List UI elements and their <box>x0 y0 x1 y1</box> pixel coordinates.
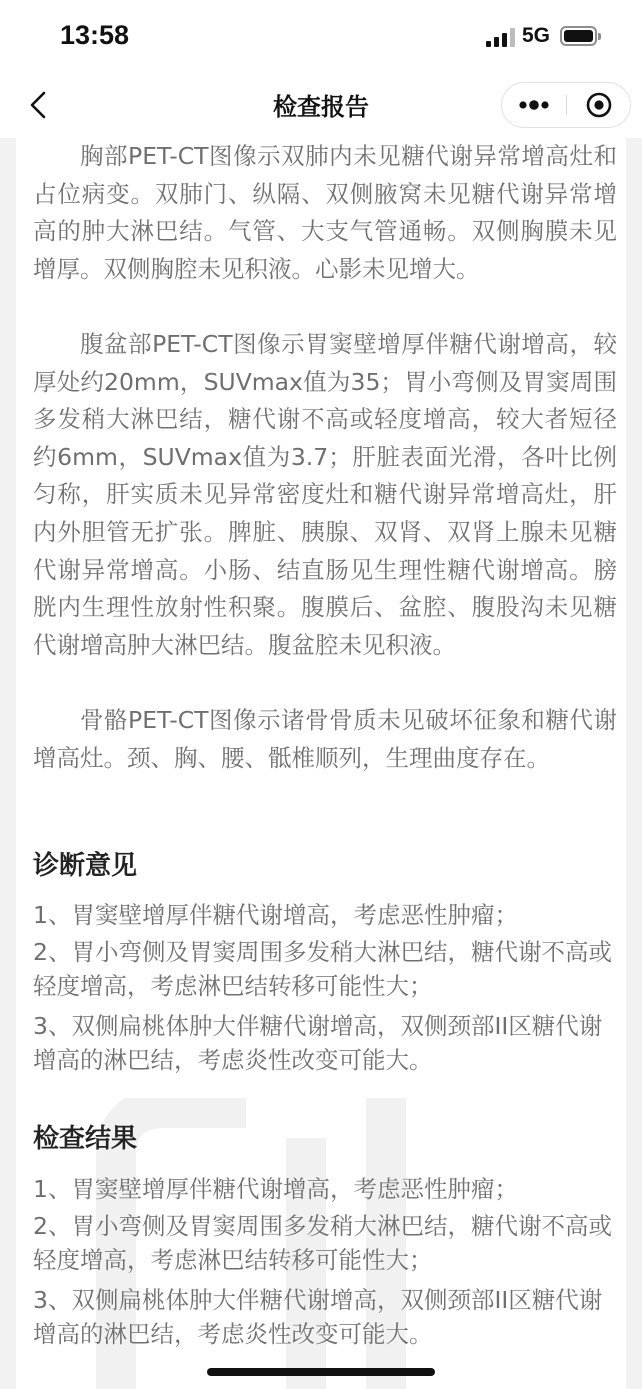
nav-bar <box>0 72 642 138</box>
page-title: 检查报告 <box>273 93 369 121</box>
more-dots-icon <box>518 100 550 110</box>
home-indicator[interactable] <box>207 1368 435 1376</box>
results-item: 2、胃小弯侧及胃窦周围多发稍大淋巴结，糖代谢不高或轻度增高，考虑淋巴结转移可能性大； <box>33 1212 612 1274</box>
battery-icon <box>560 26 597 46</box>
results-item: 3、双侧扁桃体肿大伴糖代谢增高，双侧颈部II区糖代谢增高的淋巴结，考虑炎性改变可能大。 <box>33 1286 603 1348</box>
findings-abdomen-pelvis: 腹盆部PET-CT图像示胃窦壁增厚伴糖代谢增高，较厚处约20mm，SUVmax值为35；胃小弯侧及胃窦周围多发稍大淋巴结，糖代谢不高或轻度增高，较大者短径约6mm，SUVmax值为3.7；肝脏表面光滑，各叶比例匀称，肝实质未见异常密度灶和糖代谢异常增高灶，肝内外胆管无扩张。脾脏、胰腺、双肾、双肾上腺未见糖代谢异常增高。小肠、结直肠见生理性糖代谢增高。膀胱内生理性放射性积聚。腹膜后、盆腔、腹股沟未见糖代谢增高肿大淋巴结。腹盆腔未见积液。 <box>33 330 617 659</box>
results-heading: 检查结果 <box>33 1124 138 1154</box>
report-content[interactable] <box>16 138 626 1389</box>
diagnosis-heading: 诊断意见 <box>33 851 138 881</box>
more-button[interactable] <box>502 83 566 127</box>
status-time: 13:58 <box>60 20 130 50</box>
results-item: 1、胃窦壁增厚伴糖代谢增高，考虑恶性肿瘤； <box>33 1175 518 1203</box>
network-type: 5G <box>522 24 551 47</box>
target-close-icon <box>585 91 613 119</box>
findings-chest: 胸部PET-CT图像示双肺内未见糖代谢异常增高灶和占位病变。双肺门、纵隔、双侧腋窝未见糖代谢异常增高的肿大淋巴结。气管、大支气管通畅。双侧胸膜未见增厚。双侧胸腔未见积液。心影未见增大。 <box>33 142 617 283</box>
cellular-signal-icon <box>486 27 516 47</box>
close-button[interactable] <box>567 83 631 127</box>
diagnosis-item: 3、双侧扁桃体肿大伴糖代谢增高，双侧颈部II区糖代谢增高的淋巴结，考虑炎性改变可能大。 <box>33 1012 603 1074</box>
status-bar <box>0 0 642 72</box>
findings-bone: 骨骼PET-CT图像示诸骨骨质未见破坏征象和糖代谢增高灶。颈、胸、腰、骶椎顺列，生理曲度存在。 <box>33 706 617 772</box>
diagnosis-item: 1、胃窦壁增厚伴糖代谢增高，考虑恶性肿瘤； <box>33 901 518 929</box>
mini-program-capsule <box>501 82 631 128</box>
diagnosis-item: 2、胃小弯侧及胃窦周围多发稍大淋巴结，糖代谢不高或轻度增高，考虑淋巴结转移可能性大； <box>33 938 612 1000</box>
